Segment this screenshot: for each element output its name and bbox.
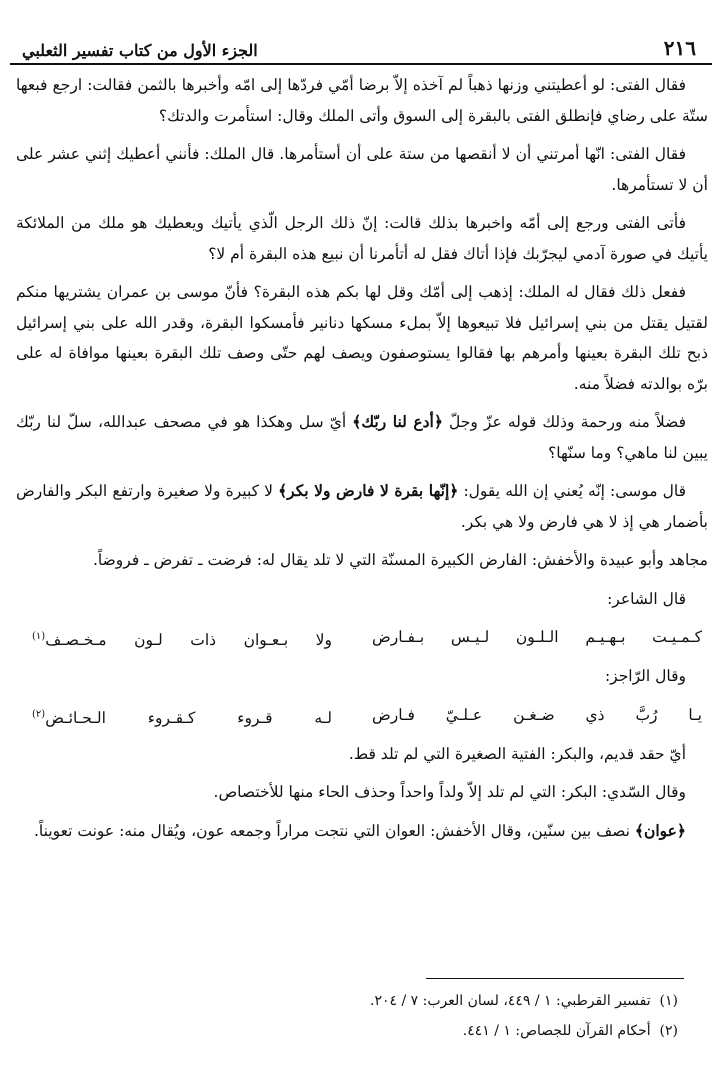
paragraph-4: ففعل ذلك فقال له الملك: إذهب إلى أمّك وقل لها بكم هذه البقرة؟ فأنّ موسى بن عمران يشتريها منكم لقتيل يقتل من بني إسرائيل فلا تبيعوها إلاّ بملء مسكها دنانير فأمسكوا البقرة، وقدر الله على بني إسرائيل ذبح تلك البقرة بعينها وأمرهم بها فقالوا يستوصفون ويصف لهم حتّى وصف تلك البقرة بعينها موافاة له على برّه بوالدته فضلاً منه. (16, 283, 708, 393)
footnote-1-text: تفسير القرطبي: ١ / ٤٤٩، لسان العرب: ٧ / ٢٠٤. (369, 993, 651, 1009)
quran-quote: ﴿إنّها بقرة لا فارض ولا بكر﴾ (278, 481, 459, 500)
paragraph-10: أيّ حقد قديم، والبكر: الفتية الصغيرة التي لم تلد قط. (348, 744, 686, 763)
paragraph-9: وقال الرّاجز: (604, 667, 686, 686)
verse-1-first-hemistich: كـمـيـت بـهـيـم الـلـون لـيـس بـفـارض (372, 628, 702, 646)
verse-1-second-hemistich (32, 622, 332, 655)
paragraph-6-lead: قال موسى: إنّه يُعني إن الله يقول: (458, 482, 686, 500)
paragraph-7: مجاهد وأبو عبيدة والأخفش: الفارض الكبيرة المسنّة التي لا تلد يقال له: فرضت ـ تفرض ـ فروضاً. (93, 551, 708, 569)
poem-verse-2 (16, 700, 708, 733)
verse-1-second-text: ولا بـعـوان ذات لـون مـخـصـف (45, 631, 332, 650)
paragraph-12-rest: نصف بين سنّين، وقال الأخفش: العوان التي نتجت مراراً وجمعه عون، ويُقال منه: عونت تعويناً. (34, 821, 635, 840)
footnote-ref-2: (٢) (32, 708, 46, 720)
quran-quote: ﴿أدع لنا ربّك﴾ (352, 412, 443, 431)
paragraph-12 (16, 816, 708, 847)
paragraph-1: فقال الفتى: لو أعطيتني وزنها ذهباً لم آخذه إلاّ برضا أمّي فردّها إلى امّه وأخبرها بالثمن فقالت: ارجع فبعها ستّة على رضاي فإنطلق الفتى بالبقرة إلى السوق وأتى الملك وقال: استأمرت والدتك؟ (16, 76, 708, 125)
paragraph-6-rest: لا كبيرة ولا صغيرة وارتفع البكر والفارض بأضمار هي إذ لا هي فارض ولا هي بكر. (16, 482, 708, 531)
paragraph-3: فأتى الفتى ورجع إلى أمّه واخبرها بذلك قالت: إنّ ذلك الرجل الّذي يأتيك ويعطيك هو ملك من الملائكة يأتيك في صورة آدمي ليجرّبك فإذا أتاك فقل له أتأمرنا أن نبيع هذه البقرة أم لا؟ (16, 214, 708, 263)
verse-2-first-hemistich: يـا رُبَّ ذي ضـغـن عـلـيّ فـارض (372, 705, 702, 724)
paragraph-8: قال الشاعر: (607, 589, 686, 608)
verse-2-second-text: لـه قـروء كـقـروء الـحـائـض (45, 708, 332, 727)
footnote-1 (16, 986, 688, 1016)
paragraph-5-lead: فضلاً منه ورحمة وذلك قوله عزّ وجلّ (442, 413, 686, 431)
footnotes (16, 986, 688, 1046)
verse-2-second-hemistich (32, 700, 332, 733)
paragraph-2: فقال الفتى: انّها أمرتني أن لا أنقصها من ستة على أن أستأمرها. قال الملك: فأنني أعطيك إثني عشر على أن لا تستأمرها. (16, 145, 708, 194)
paragraph-11: وقال السّدي: البكر: التي لم تلد إلاّ ولداً واحداً وحذف الحاء منها للأختصاص. (213, 783, 686, 802)
header-rule (10, 63, 712, 65)
paragraph-5 (16, 407, 708, 468)
quran-quote: ﴿عوان﴾ (634, 820, 686, 840)
paragraph-6 (16, 476, 708, 537)
footnote-2-text: أحكام القرآن للجصاص: ١ / ٤٤١. (462, 1023, 651, 1039)
page-number: ٢١٦ (663, 36, 696, 60)
paragraph-5-rest: أيّ سل وهكذا هو في مصحف عبدالله، سلّ لنا ربّك يبين لنا ماهي؟ وما سنّها؟ (16, 413, 708, 462)
footnote-1-number: (١) (659, 993, 678, 1009)
page-body (16, 70, 708, 854)
page-header (14, 26, 706, 60)
running-title: الجزء الأول من كتاب تفسير الثعلبي (22, 41, 258, 60)
footnote-rule (426, 978, 684, 979)
footnote-2 (16, 1016, 688, 1046)
footnote-ref-1: (١) (32, 631, 46, 642)
poem-verse-1 (16, 622, 708, 655)
footnote-2-number: (٢) (659, 1023, 678, 1039)
